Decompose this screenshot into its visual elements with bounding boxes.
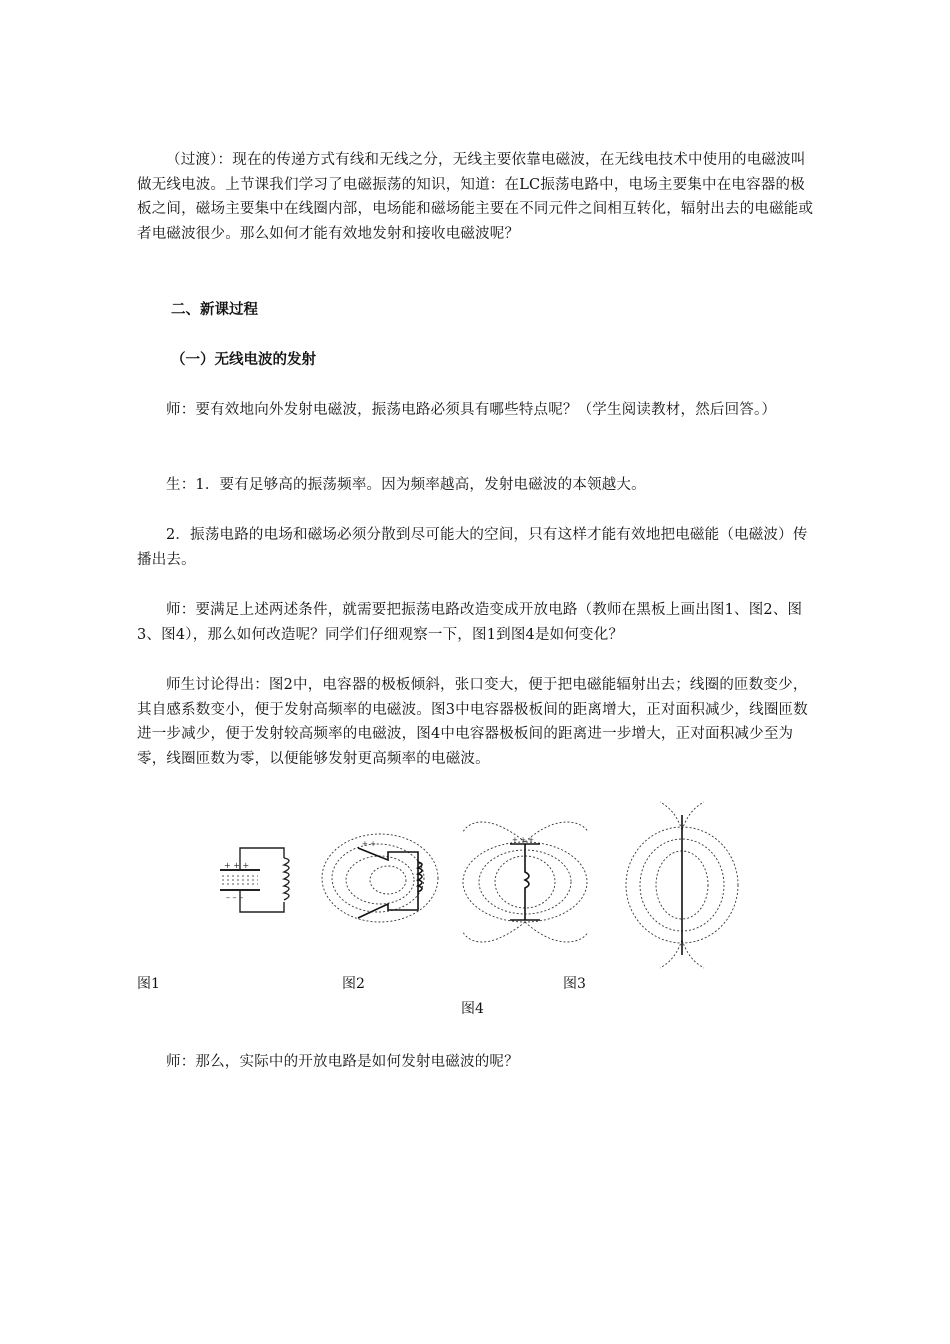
svg-text:+ + +: + + + bbox=[512, 836, 535, 844]
paragraph-teacher-open-circuit: 师：要满足上述两述条件，就需要把振荡电路改造变成开放电路（教师在黑板上画出图1、图2、图3、图4），那么如何改造呢？同学们仔细观察一下，图1到图4是如何变化？ bbox=[137, 602, 803, 643]
paragraph-transition: （过渡）：现在的传递方式有线和无线之分，无线主要依靠电磁波，在无线电技术中使用的电磁波叫做无线电波。上节课我们学习了电磁振荡的知识，知道：在LC振荡电路中，电场主要集中在电容器的极板之间，磁场主要集中在线圈内部，电场能和磁场能主要在不同元件之间相互转化，辐射出去的电磁能或者电磁波很少。那么如何才能有效地发射和接收电磁波呢？ bbox=[137, 152, 814, 242]
svg-text:+ + +: + + + bbox=[224, 861, 250, 870]
figure-1-caption: 图1 bbox=[137, 976, 160, 992]
paragraph-student-answer: 生：1．要有足够高的振荡频率。因为频率越高，发射电磁波的本领越大。 bbox=[166, 477, 646, 493]
figure-3-separated-plates bbox=[458, 812, 593, 952]
figure-2-tilted-plates bbox=[318, 830, 443, 925]
figure-1-lc-circuit bbox=[212, 840, 302, 920]
figure-3-caption: 图3 bbox=[563, 976, 586, 992]
subsection-heading: （一）无线电波的发射 bbox=[171, 351, 316, 368]
svg-text:+ +: + + bbox=[362, 840, 376, 848]
figure-4-caption: 图4 bbox=[461, 1001, 484, 1017]
svg-text:– – –: – – – bbox=[226, 893, 244, 902]
paragraph-point-2: 2．振荡电路的电场和磁场必须分散到尽可能大的空间，只有这样才能有效地把电磁能（电磁波）传播出去。 bbox=[137, 527, 808, 568]
paragraph-teacher-question: 师：要有效地向外发射电磁波，振荡电路必须具有哪些特点呢？（学生阅读教材，然后回答。） bbox=[166, 402, 777, 418]
paragraph-discussion: 师生讨论得出：图2中，电容器的极板倾斜，张口变大，便于把电磁能辐射出去；线圈的匝数变少，其自感系数变小，便于发射高频率的电磁波。图3中电容器极板间的距离增大，正对面积减少，线圈匝数进一步减少，便于发射较高频率的电磁波，图4中电容器极板间的距离进一步增大，正对面积减少至为零，线圈匝数为零，以便能够发射更高频率的电磁波。 bbox=[137, 677, 808, 767]
figure-4-dipole bbox=[620, 800, 745, 970]
paragraph-final-question: 师：那么，实际中的开放电路是如何发射电磁波的呢？ bbox=[166, 1054, 519, 1070]
figure-2-caption: 图2 bbox=[342, 976, 365, 992]
section-heading: 二、新课过程 bbox=[171, 301, 258, 318]
